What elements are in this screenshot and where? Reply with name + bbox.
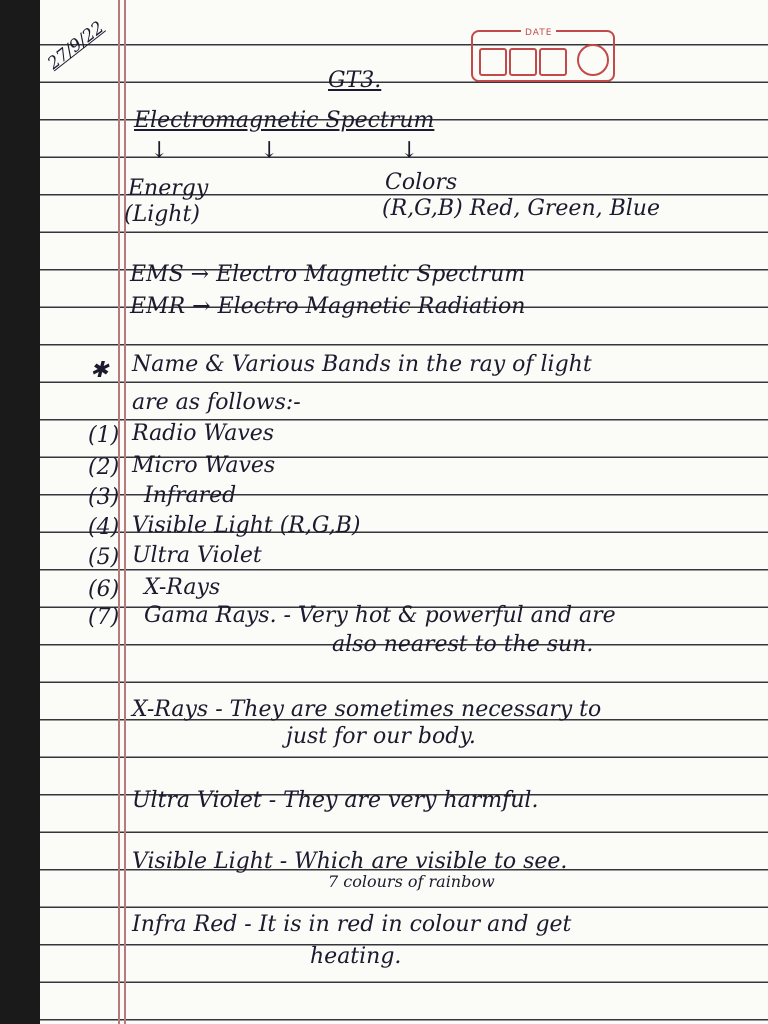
band-number: (7) bbox=[88, 605, 120, 630]
arrow-down-icon: ↓ bbox=[150, 138, 169, 163]
page-heading: GT3. bbox=[328, 68, 382, 93]
uv-note: Ultra Violet - They are very harmful. bbox=[132, 788, 539, 813]
band-number: (4) bbox=[88, 515, 120, 540]
band-number: (2) bbox=[88, 455, 120, 480]
band-item: Gama Rays. - Very hot & powerful and are bbox=[144, 603, 616, 628]
band-number: (6) bbox=[88, 577, 120, 602]
arrow-down-icon: ↓ bbox=[400, 138, 419, 163]
bands-intro-cont: are as follows:- bbox=[132, 390, 301, 415]
bands-intro: Name & Various Bands in the ray of light bbox=[132, 352, 592, 377]
light-label: (Light) bbox=[124, 202, 200, 227]
band-item-cont: also nearest to the sun. bbox=[332, 632, 594, 657]
date-dial-icon bbox=[577, 44, 609, 76]
notebook-page bbox=[40, 0, 768, 1024]
date-stamp-label: DATE bbox=[521, 28, 556, 38]
colors-values: (R,G,B) Red, Green, Blue bbox=[382, 196, 660, 221]
margin-line bbox=[118, 0, 120, 1024]
visible-note: Visible Light - Which are visible to see. bbox=[132, 849, 568, 874]
date-stamp bbox=[471, 30, 615, 82]
handwritten-date: 27/9/22 bbox=[44, 17, 108, 74]
band-item: X-Rays bbox=[144, 575, 221, 600]
arrow-down-icon: ↓ bbox=[260, 138, 279, 163]
band-item: Visible Light (R,G,B) bbox=[132, 513, 361, 538]
date-cell bbox=[509, 48, 537, 76]
star-bullet-icon: ✱ bbox=[90, 358, 109, 383]
band-number: (1) bbox=[88, 423, 120, 448]
band-item: Infrared bbox=[144, 483, 237, 508]
band-item: Ultra Violet bbox=[132, 543, 262, 568]
infrared-note-cont: heating. bbox=[310, 944, 402, 969]
date-cell bbox=[539, 48, 567, 76]
margin-line bbox=[124, 0, 126, 1024]
band-number: (5) bbox=[88, 545, 120, 570]
topic-title: Electromagnetic Spectrum bbox=[134, 108, 435, 133]
band-item: Radio Waves bbox=[132, 421, 275, 446]
date-cell bbox=[479, 48, 507, 76]
visible-note-cont: 7 colours of rainbow bbox=[328, 872, 495, 891]
energy-label: Energy bbox=[128, 176, 209, 201]
infrared-note: Infra Red - It is in red in colour and get bbox=[132, 912, 572, 937]
band-number: (3) bbox=[88, 485, 120, 510]
ems-definition: EMS → Electro Magnetic Spectrum bbox=[130, 262, 526, 287]
band-item: Micro Waves bbox=[132, 453, 276, 478]
colors-label: Colors bbox=[385, 170, 458, 195]
xrays-note: X-Rays - They are sometimes necessary to bbox=[132, 697, 602, 722]
emr-definition: EMR → Electro Magnetic Radiation bbox=[130, 294, 526, 319]
xrays-note-cont: just for our body. bbox=[286, 724, 476, 749]
